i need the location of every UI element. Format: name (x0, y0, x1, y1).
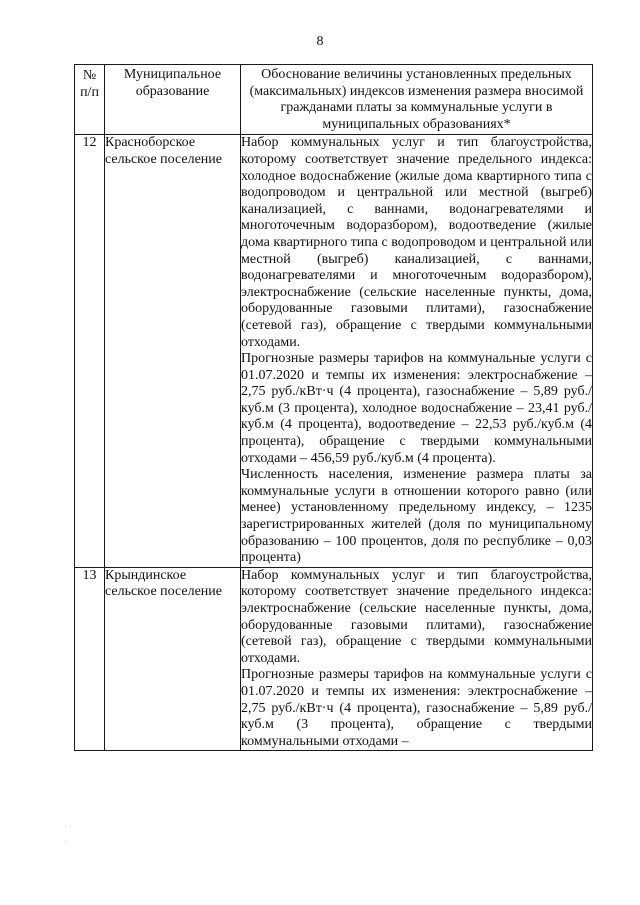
row-number: 13 (75, 567, 105, 751)
tariffs-paragraph: Прогнозные размеры тарифов на коммунальные услуги с 01.07.2020 и темпы их изменения: электроснабжение – 2,75 руб./кВт·ч (4 процента), газоснабжение – 5,89 руб./куб.м (3 процента), холодное водоснабжение – 23,41 руб./куб.м (4 процента), водоотведение – 22,53 руб./куб.м (4 процента), обращение с твердыми коммунальными отходами – 456,59 руб./куб.м (4 процента). (241, 351, 592, 466)
justification-cell (241, 567, 593, 751)
row-number: 12 (75, 135, 105, 567)
table-header-row (75, 65, 593, 135)
table-row (75, 135, 593, 567)
tariffs-paragraph: Прогнозные размеры тарифов на коммунальные услуги с 01.07.2020 и темпы их изменения: электроснабжение – 2,75 руб./кВт·ч (4 процента), газоснабжение – 5,89 руб./куб.м (3 процента), обращение с твердыми коммунальными отходами – (241, 667, 592, 749)
municipality-name: Красноборское сельское поселение (105, 135, 241, 567)
table-row (75, 567, 593, 751)
header-number: № п/п (75, 65, 105, 135)
page-number: 8 (316, 34, 324, 49)
population-paragraph: Численность населения, изменение размера платы за коммунальные услуги в отношении которого равно (или менее) установленному предельному индексу, – 1235 зарегистрированных жителей (доля по муниципальному образованию – 100 процентов, доля по республике – 0,03 процента) (241, 467, 592, 566)
scan-artifact: · · (64, 822, 73, 832)
services-paragraph: Набор коммунальных услуг и тип благоустройства, которому соответствует значение предельного индекса: электроснабжение (сельские населенные пункты, дома, оборудованные газовыми плитами), газоснабжение (сетевой газ), обращение с твердыми коммунальными отходами. (241, 567, 592, 666)
header-municipality: Муниципальное образование (105, 65, 241, 135)
scan-artifact: · (64, 836, 67, 846)
municipality-name: Крындинское сельское поселение (105, 567, 241, 751)
tariff-justification-table (74, 64, 593, 751)
header-justification: Обоснование величины установленных предельных (максимальных) индексов изменения размера вносимой гражданами платы за коммунальные услуги в муниципальных образованиях* (241, 65, 593, 135)
services-paragraph: Набор коммунальных услуг и тип благоустройства, которому соответствует значение предельного индекса: холодное водоснабжение (жилые дома квартирного типа с водопроводом и центральной или местной (выгреб) канализацией, с ваннами, водонагревателями и многоточечным водоразбором), водоотведение (жилые дома квартирного типа с водопроводом и центральной или местной (выгреб) канализацией, с ваннами, водонагревателями и многоточечным водоразбором), электроснабжение (сельские населенные пункты, дома, оборудованные газовыми плитами), газоснабжение (сетевой газ), обращение с твердыми коммунальными отходами. (241, 135, 592, 350)
justification-cell (241, 135, 593, 567)
